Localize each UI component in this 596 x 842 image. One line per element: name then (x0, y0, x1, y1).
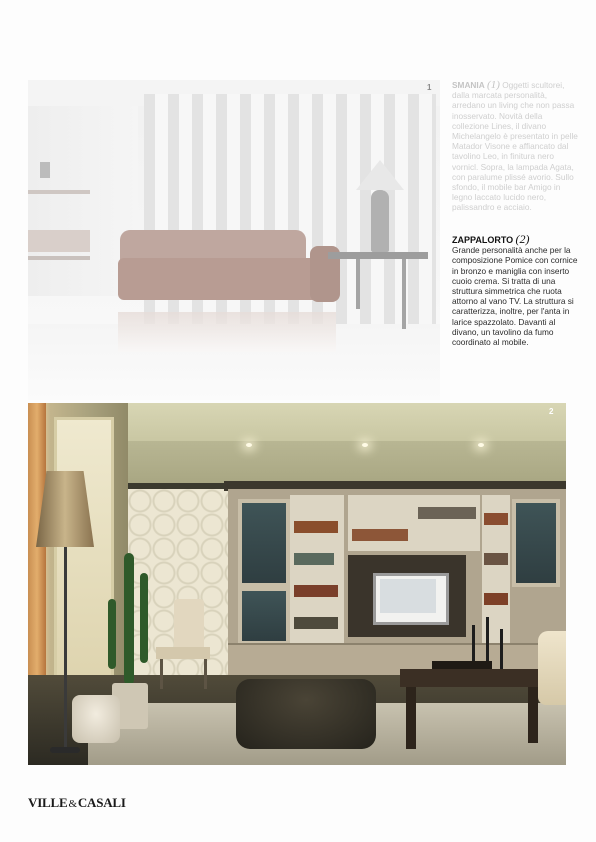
tufted-ottoman (236, 679, 376, 749)
sofa-seat (118, 258, 336, 300)
glass-cabinet-door (238, 499, 290, 587)
photo-number: 2 (549, 407, 554, 416)
bar-cabinet (28, 230, 90, 252)
ceiling-spotlight (246, 443, 252, 447)
book-row (418, 507, 476, 519)
article-body: Grande personalità anche per la composizione Pomice con cornice in bronzo e maniglia con inserto cuoio crema. Si tratta di una struttura simmetrica che ruota attorno al vano TV. La struttura si caratterizza, inoltre, per l'anta in larice spazzolato. Davanti al divano, un tavolino da fumo coordinato al mobile. (452, 245, 578, 348)
glass-cabinet-door (238, 587, 290, 645)
book-row (352, 529, 408, 541)
tv-screen (380, 579, 436, 613)
glass-cabinet-door (512, 499, 560, 587)
floor-lamp-base (50, 747, 80, 753)
book-row (484, 513, 508, 525)
chair-seat (156, 647, 210, 659)
bar-base (28, 256, 90, 260)
logo-ampersand: & (68, 798, 77, 810)
article-brand: ZAPPALORTO (452, 235, 514, 245)
armchair (538, 631, 566, 705)
bar-shelf (28, 190, 90, 194)
photo-number: 1 (427, 83, 432, 92)
coffee-table-tray (432, 661, 492, 669)
soffit (128, 441, 566, 483)
book-row (294, 585, 338, 597)
lamp-base (371, 190, 389, 252)
article-number: (1) (487, 79, 500, 91)
logo-ville: VILLE (28, 795, 68, 810)
coffee-table-top (400, 669, 544, 687)
photo-zappalorto-living-room (28, 403, 566, 765)
book-row (294, 617, 338, 629)
chair-leg (204, 659, 207, 689)
door (54, 417, 114, 695)
sofa-reflection (118, 312, 336, 352)
book-row (484, 593, 508, 605)
article-body: Oggetti scultorei, dalla marcata personalità, arredano un living che non passa inosservato. Novità della collezione Lines, il divano Michelangelo è presentato in pelle Matador Visone e affiancato dal tavolino Leo, in finitura nero vornicl. Sopra, la lampada Agata, con paralume plissé avorio. Sullo sfondo, il mobile bar Amigo in legno laccato lucido nero, palissandro e acciaio. (452, 80, 578, 213)
article-brand: SMANIA (452, 80, 485, 90)
cactus-branch (108, 599, 116, 669)
floor-lamp-pole (64, 547, 67, 747)
ceiling (128, 403, 566, 441)
wall-sconce (40, 162, 50, 178)
side-table-top (328, 252, 428, 259)
article-zappalorto (452, 234, 580, 347)
coffee-table-leg (406, 687, 416, 749)
book-row (294, 553, 334, 565)
article-number: (2) (515, 232, 530, 246)
photo-smania-living-room (28, 80, 440, 400)
magazine-logo (28, 795, 126, 811)
chair-leg (160, 659, 163, 689)
cactus-branch (140, 573, 148, 663)
ceiling-spotlight (362, 443, 368, 447)
ceiling-spotlight (478, 443, 484, 447)
book-row (484, 553, 508, 565)
side-table-leg (356, 259, 360, 309)
bookshelf (348, 495, 480, 551)
candlestick (500, 629, 503, 669)
book-row (294, 521, 338, 533)
pouf (72, 695, 120, 743)
lamp-shade (356, 160, 404, 190)
article-smania (452, 80, 580, 213)
cactus-stem (124, 553, 134, 685)
side-table-leg (402, 259, 406, 329)
logo-casali: CASALI (77, 795, 126, 810)
coffee-table-leg (528, 687, 538, 743)
